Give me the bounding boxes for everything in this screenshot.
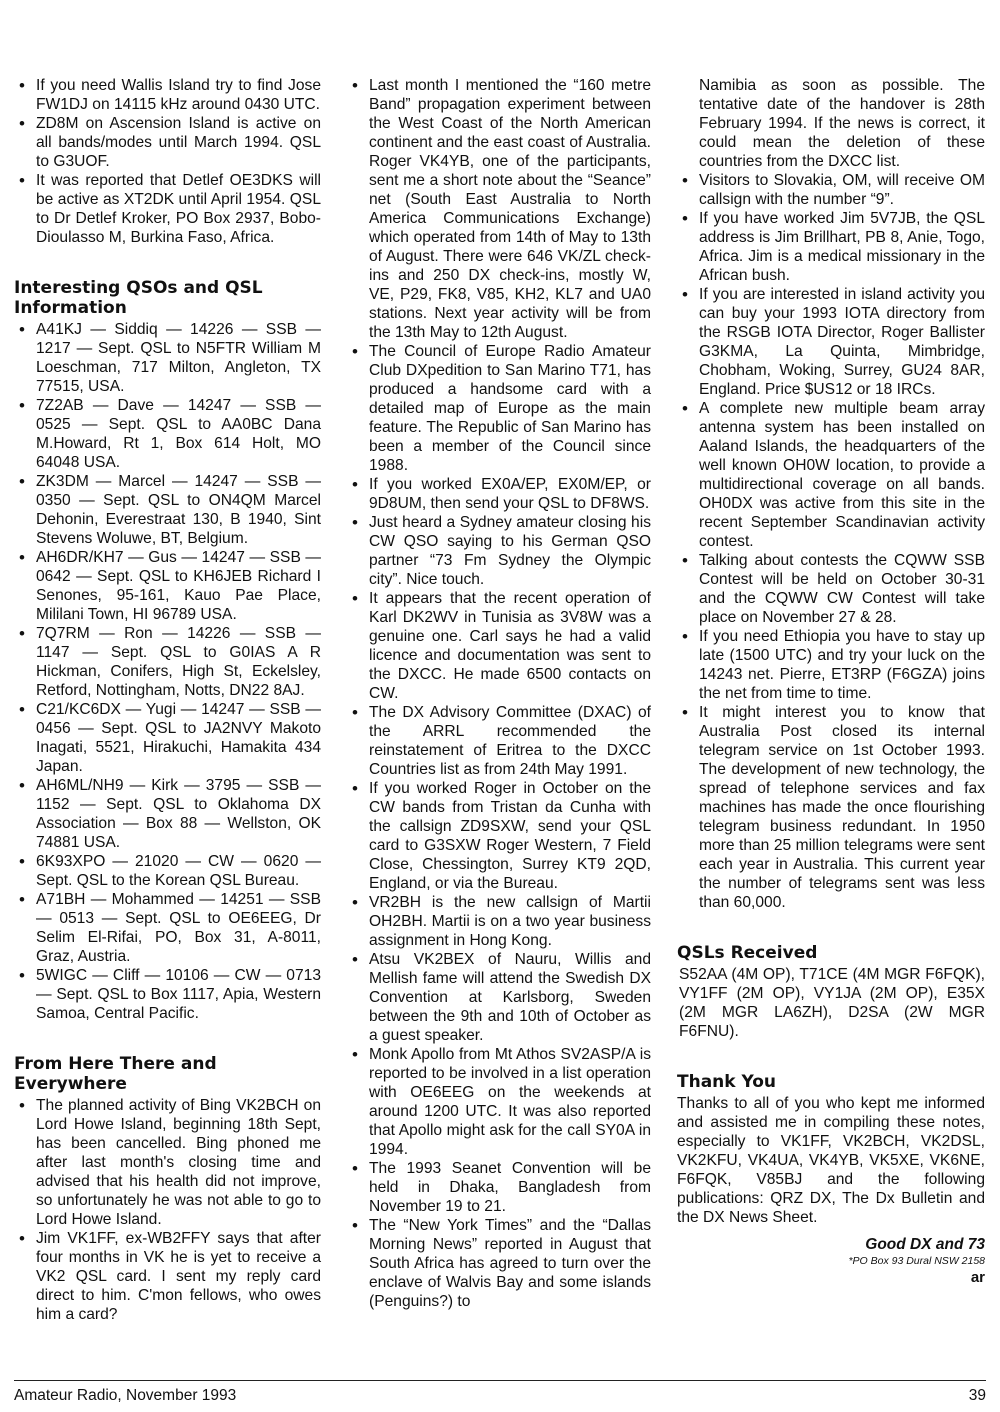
page-number: 39 [968,1387,986,1404]
list-item: • If you worked EX0A/EP, EX0M/EP, or 9D8UM, then send your QSL to DF8WS. [347,475,651,513]
column-1 [14,76,321,1324]
list-item: • If you need Ethiopia you have to stay up late (1500 UTC) and try your luck on the 14243 net. Pierre, ET3RP (F6GZA) joins the net from time to time. [677,627,985,703]
list-item: • Jim VK1FF, ex-WB2FFY says that after four months in VK he is yet to receive a VK2 QSL card. I sent my reply card direct to him. C'mon fellows, who owes him a card? [14,1229,321,1324]
continued-paragraph: Namibia as soon as possible. The tentative date of the handover is 28th February 1994. If the news is correct, it could mean the deletion of these countries from the DXCC list. [699,77,985,170]
author-address: *PO Box 93 Dural NSW 2158 [848,1255,985,1267]
list-item: • AH6DR/KH7 — Gus — 14247 — SSB — 0642 — Sept. QSL to KH6JEB Richard I Senones, 95-161, Kauo Pae Place, Mililani Town, HI 96789 USA. [14,548,321,624]
list-item: • Visitors to Slovakia, OM, will receive OM callsign with the number “9”. [677,171,985,209]
list-item: • It was reported that Detlef OE3DKS will be active as XT2DK until April 1954. QSL to Dr Detlef Kroker, PO Box 2937, Bobo-Dioulasso M, Burkina Faso, Africa. [14,171,321,247]
heading-from-here: From Here There and Everywhere [14,1054,217,1094]
list-item: • A complete new multiple beam array antenna system has been installed on Aaland Islands, the headquarters of the well known OH0W location, to provide a multidirectional coverage on all bands. OH0DX was active from this site in the recent September Scandinavian activity contest. [677,399,985,551]
heading-interesting-qsos: Interesting QSOs and QSL Information [14,278,263,318]
list-item: • It appears that the recent operation of Karl DK2WV in Tunisia as 3V8W was a genuine one. Carl says he had a valid licence and documentation was sent to the DXCC. He made 6500 contacts on CW. [347,589,651,703]
list-item: • 6K93XPO — 21020 — CW — 0620 — Sept. QSL to the Korean QSL Bureau. [14,852,321,890]
list-item: • If you have worked Jim 5V7JB, the QSL address is Jim Brillhart, PB 8, Anie, Togo, Africa. Jim is a medical missionary in the African bush. [677,209,985,285]
thanks-paragraph: Thanks to all of you who kept me informed and assisted me in compiling these notes, especially to VK1FF, VK2BCH, VK2DSL, VK2KFU, VK4UA, VK4YB, VK5XE, VK6NE, F6FQK, V85BJ and the following publications: QRZ DX, The Dx Bulletin and the DX News Sheet. [677,1095,985,1226]
signoff: Good DX and 73 [865,1236,985,1253]
list-item: • 7Z2AB — Dave — 14247 — SSB — 0525 — Sept. QSL to AA0BC Dana M.Howard, Rt 1, Box 614 Holt, MO 64048 USA. [14,396,321,472]
qso-list [14,320,321,1023]
list-item: • The DX Advisory Committee (DXAC) of the ARRL recommended the reinstatement of Eritrea to the DXCC Countries list as from 24th May 1991. [347,703,651,779]
list-item: • 5WIGC — Cliff — 10106 — CW — 0713 — Sept. QSL to Box 1117, Apia, Western Samoa, Central Pacific. [14,966,321,1023]
list-item: • If you worked Roger in October on the CW bands from Tristan da Cunha with the callsign ZD9SXW, send your QSL card to G3SXW Roger Western, 7 Field Close, Chessington, Surrey KT9 2QD, England, or via the Bureau. [347,779,651,893]
news-list-bottom [14,1096,321,1324]
list-item: • Atsu VK2BEX of Nauru, Willis and Mellish fame will attend the Swedish DX Convention at Karlsborg, Sweden between the 9th and 10th of October as a guest speaker. [347,950,651,1045]
list-item: • Monk Apollo from Mt Athos SV2ASP/A is reported to be involved in a list operation with OE6EEG on the weekends at around 1200 UTC. It was also reported that Apollo might ask for the call SY0A in 1994. [347,1045,651,1159]
list-item: • The planned activity of Bing VK2BCH on Lord Howe Island, beginning 18th Sept, has been cancelled. Bing phoned me after last month's closing time and advised that his health did not improve, so unfortunately he was not able to go to Lord Howe Island. [14,1096,321,1229]
news-list-right [677,171,985,912]
footer-publication: Amateur Radio, November 1993 [14,1387,237,1404]
list-item: • AH6ML/NH9 — Kirk — 3795 — SSB — 1152 — Sept. QSL to Oklahoma DX Association — Box 88 — Wellston, OK 74881 USA. [14,776,321,852]
end-mark: ar [970,1269,985,1286]
news-list-middle [347,76,651,1311]
footer-rule [14,1380,986,1381]
list-item: • ZK3DM — Marcel — 14247 — SSB — 0350 — Sept. QSL to ON4QM Marcel Dehonin, Everestraat 130, B 1940, Sint Stevens Woluwe, BT, Belgium. [14,472,321,548]
list-item: • If you need Wallis Island try to find Jose FW1DJ on 14115 kHz around 0430 UTC. [14,76,321,114]
list-item: • The 1993 Seanet Convention will be held in Dhaka, Bangladesh from November 19 to 21. [347,1159,651,1216]
list-item: • C21/KC6DX — Yugi — 14247 — SSB — 0456 — Sept. QSL to JA2NVY Makoto Inagati, 5521, Hirakuchi, Hamakita 434 Japan. [14,700,321,776]
list-item: • Talking about contests the CQWW SSB Contest will be held on October 30-31 and the CQWW CW Contest will take place on November 27 & 28. [677,551,985,627]
list-item: • VR2BH is the new callsign of Martii OH2BH. Martii is on a two year business assignment in Hong Kong. [347,893,651,950]
list-item: • Just heard a Sydney amateur closing his CW QSO saying to his German QSO partner “73 Fm Sydney the Olympic city”. Nice touch. [347,513,651,589]
column-2 [347,76,651,1311]
list-item: • ZD8M on Ascension Island is active on all bands/modes until March 1994. QSL to G3UOF. [14,114,321,171]
list-item: • The “New York Times” and the “Dallas Morning News” reported in August that South Africa has agreed to turn over the enclave of Walvis Bay and some islands (Penguins?) to [347,1216,651,1311]
list-item: • It might interest you to know that Australia Post closed its internal telegram service on 1st October 1993. The development of new technology, the spread of telephone services and fax machines has made the once flourishing telegram business redundant. In 1950 more than 25 million telegrams were sent each year in Australia. This current year the number of telegrams sent was less than 60,000. [677,703,985,912]
news-list-top [14,76,321,247]
list-item: • The Council of Europe Radio Amateur Club DXpedition to San Marino T71, has produced a handsome card with a detailed map of Europe as the main feature. The Republic of San Marino has been a member of the Council since 1988. [347,342,651,475]
list-item: • Last month I mentioned the “160 metre Band” propagation experiment between the West Coast of the North American continent and the east coast of Australia. Roger VK4YB, one of the participants, sent me a short note about the “Seance” net (South East Australia to North America Communications Exchange) which operated from 14th of May to 13th of August. There were 646 VK/ZL check-ins and 250 DX check-ins, mostly W, VE, P29, FK8, V85, KH2, KL7 and UA0 stations. Next year activity will be from the 13th May to 12th August. [347,76,651,342]
list-item: • If you are interested in island activity you can buy your 1993 IOTA directory from the RSGB IOTA Director, Roger Ballister G3KMA, La Quinta, Mimbridge, Chobham, Woking, Surrey, GU24 8AR, England. Price $US12 or 18 IRCs. [677,285,985,399]
list-item: • 7Q7RM — Ron — 14226 — SSB — 1147 — Sept. QSL to G0IAS A R Hickman, Conifers, High St, Eckelsley, Retford, Nottingham, Notts, DN22 8AJ. [14,624,321,700]
column-3 [677,76,985,1287]
list-item: • A41KJ — Siddiq — 14226 — SSB — 1217 — Sept. QSL to N5FTR William M Loeschman, 717 Milton, Angleton, TX 77515, USA. [14,320,321,396]
heading-qsls-received: QSLs Received [677,943,818,963]
list-item: • A71BH — Mohammed — 14251 — SSB — 0513 — Sept. QSL to OE6EEG, Dr Selim El-Rifai, PO, Box 31, A-8011, Graz, Austria. [14,890,321,966]
qsls-paragraph: S52AA (4M OP), T71CE (4M MGR F6FQK), VY1FF (2M OP), VY1JA (2M OP), E35X (2M MGR LA6ZH), D2SA (2W MGR F6FNU). [679,966,985,1040]
heading-thank-you: Thank You [677,1072,777,1092]
